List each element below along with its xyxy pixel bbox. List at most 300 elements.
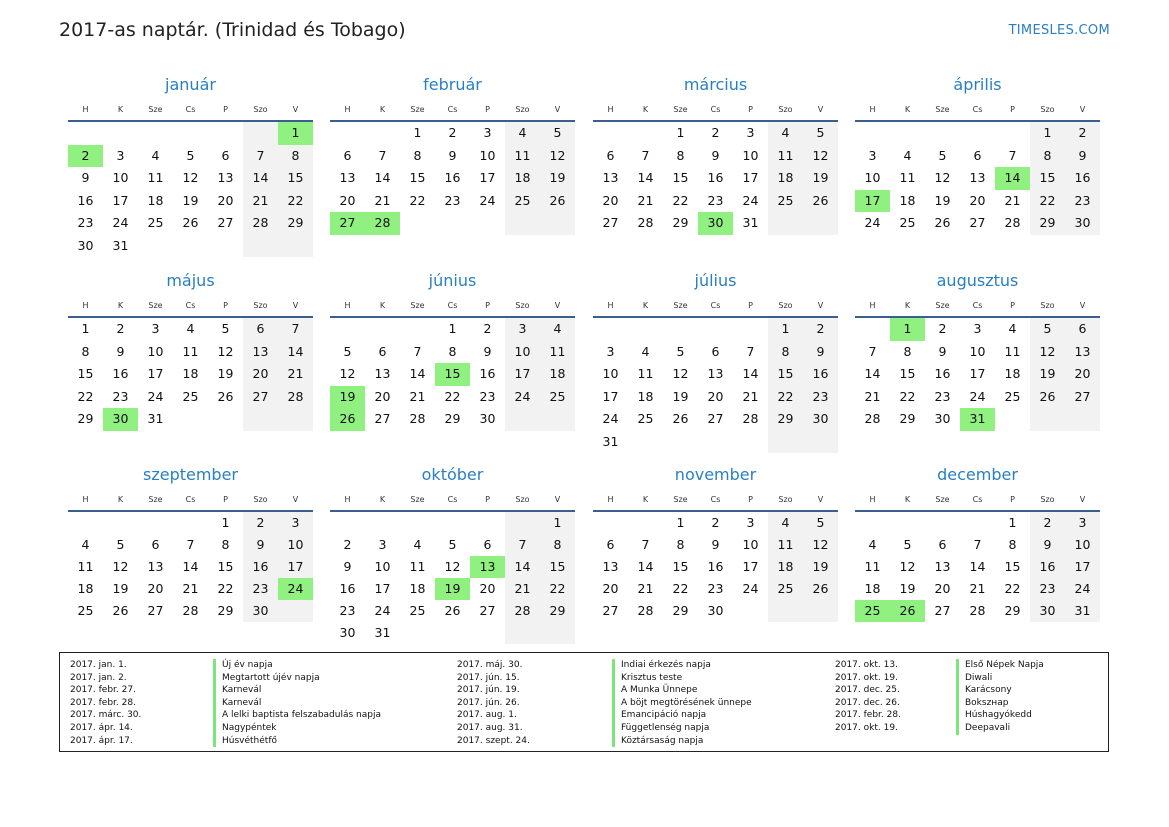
day-cell: 2 <box>448 125 457 140</box>
day-cell: 11 <box>1004 343 1021 359</box>
day-cell: 20 <box>374 388 391 404</box>
weekday-label: Cs <box>447 300 458 310</box>
weekday-label: K <box>904 300 911 310</box>
day-cell: 14 <box>278 341 313 364</box>
day-cell: 15 <box>672 170 689 185</box>
empty-cell <box>278 600 313 622</box>
weekday-label: Sze <box>148 300 163 310</box>
legend-holiday-name: A Munka Ünnepe <box>612 684 752 697</box>
legend-date: 2017. febr. 28. <box>70 697 136 708</box>
weekday-label: K <box>117 300 124 310</box>
weekday-label: H <box>607 300 614 310</box>
empty-cell <box>628 512 663 534</box>
holiday-day: 26 <box>890 600 925 622</box>
day-cell: 28 <box>637 603 654 618</box>
weekday-label: P <box>748 300 753 310</box>
day-cell: 11 <box>505 145 540 168</box>
day-cell: 23 <box>77 215 94 230</box>
weekday-label: P <box>485 104 490 114</box>
weekday-label: Szo <box>253 494 268 504</box>
day-cell: 6 <box>243 318 278 341</box>
empty-cell <box>470 212 505 235</box>
day-cell: 30 <box>707 603 724 618</box>
weekday-label: K <box>117 104 124 114</box>
empty-cell <box>400 318 435 341</box>
day-cell: 29 <box>444 411 461 426</box>
weekday-label: Szo <box>253 300 268 310</box>
weekday-label: Sze <box>935 104 950 114</box>
day-cell: 4 <box>186 321 195 336</box>
empty-cell <box>890 122 925 145</box>
day-cell: 16 <box>1030 556 1065 578</box>
day-cell: 14 <box>742 366 759 381</box>
day-cell: 28 <box>864 411 881 426</box>
empty-cell <box>995 122 1030 145</box>
day-cell: 17 <box>374 581 391 596</box>
weekday-label: Szo <box>778 300 793 310</box>
weekday-label: V <box>554 300 561 310</box>
weekday-label: V <box>817 494 824 504</box>
day-cell: 22 <box>672 192 689 208</box>
day-cell: 25 <box>505 190 540 213</box>
day-cell: 14 <box>409 366 426 381</box>
empty-cell <box>768 431 803 454</box>
day-cell: 7 <box>868 343 877 359</box>
month-3 <box>593 72 838 235</box>
day-cell: 27 <box>147 603 164 618</box>
day-grid <box>855 512 1100 622</box>
legend-date: 2017. okt. 19. <box>835 722 898 733</box>
weekday-label: H <box>869 494 876 504</box>
day-cell: 21 <box>969 581 986 596</box>
day-cell: 22 <box>217 581 234 596</box>
day-cell: 3 <box>505 318 540 341</box>
day-cell: 9 <box>1030 534 1065 556</box>
weekday-label: H <box>82 104 89 114</box>
day-cell: 24 <box>505 386 540 409</box>
empty-cell <box>663 318 698 341</box>
day-cell: 12 <box>899 559 916 574</box>
day-cell: 2 <box>483 321 492 336</box>
legend-date: 2017. jún. 26. <box>457 697 520 708</box>
day-cell: 4 <box>151 147 160 163</box>
day-cell: 7 <box>973 537 982 552</box>
holiday-day: 25 <box>855 600 890 622</box>
day-cell: 18 <box>637 388 654 404</box>
day-cell: 15 <box>768 363 803 386</box>
day-cell: 20 <box>969 192 986 208</box>
weekday-header <box>593 294 838 318</box>
day-cell: 12 <box>182 170 199 185</box>
legend-date: 2017. okt. 19. <box>835 672 898 683</box>
day-cell: 10 <box>112 170 129 185</box>
weekday-label: Szo <box>515 104 530 114</box>
month-4 <box>855 72 1100 235</box>
empty-cell <box>540 622 575 644</box>
legend-holiday-name: Deepavali <box>956 722 1044 735</box>
day-cell: 5 <box>116 537 125 552</box>
weekday-label: Szo <box>515 494 530 504</box>
day-cell: 23 <box>707 581 724 596</box>
day-cell: 24 <box>1065 578 1100 600</box>
legend-holiday-name: Köztársaság napja <box>612 735 752 748</box>
day-cell: 3 <box>151 321 160 336</box>
day-cell: 22 <box>768 386 803 409</box>
weekday-header <box>330 98 575 122</box>
day-cell: 24 <box>742 192 759 208</box>
empty-cell <box>960 122 995 145</box>
weekday-label: P <box>748 494 753 504</box>
day-cell: 6 <box>378 343 387 359</box>
weekday-label: Sze <box>410 300 425 310</box>
day-cell: 1 <box>540 512 575 534</box>
day-grid <box>855 122 1100 235</box>
day-cell: 16 <box>339 581 356 596</box>
day-cell: 21 <box>637 192 654 208</box>
legend-date: 2017. dec. 25. <box>835 685 900 696</box>
empty-cell <box>278 235 313 258</box>
holiday-day: 19 <box>435 578 470 600</box>
day-cell: 29 <box>672 603 689 618</box>
legend-holiday-name: Függetlenség napja <box>612 722 752 735</box>
empty-cell <box>890 512 925 534</box>
holiday-day: 1 <box>278 122 313 145</box>
day-cell: 30 <box>1030 600 1065 622</box>
day-cell: 9 <box>938 343 947 359</box>
weekday-label: H <box>607 494 614 504</box>
weekday-label: K <box>642 300 649 310</box>
day-cell: 19 <box>182 192 199 208</box>
empty-cell <box>628 431 663 454</box>
holiday-day: 28 <box>365 212 400 235</box>
day-cell: 26 <box>112 603 129 618</box>
day-cell: 15 <box>1004 559 1021 574</box>
legend-holiday-name: Bokszнap <box>956 697 1044 710</box>
weekday-label: H <box>82 300 89 310</box>
legend-holiday-name: Indiai érkezés napja <box>612 659 752 672</box>
weekday-label: V <box>1079 104 1086 114</box>
day-cell: 16 <box>934 366 951 381</box>
day-cell: 29 <box>540 600 575 622</box>
day-cell: 3 <box>973 321 982 336</box>
weekday-header <box>68 98 313 122</box>
empty-cell <box>435 212 470 235</box>
empty-cell <box>435 622 470 644</box>
day-cell: 7 <box>243 145 278 168</box>
day-cell: 27 <box>1065 386 1100 409</box>
day-cell: 5 <box>803 122 838 145</box>
day-cell: 6 <box>483 537 492 552</box>
day-cell: 1 <box>1008 515 1017 530</box>
weekday-label: Cs <box>710 104 721 114</box>
day-cell: 10 <box>374 559 391 574</box>
empty-cell <box>1030 408 1065 431</box>
day-cell: 27 <box>243 386 278 409</box>
empty-cell <box>733 318 768 341</box>
day-cell: 3 <box>746 125 755 140</box>
day-cell: 13 <box>969 170 986 185</box>
day-grid <box>68 318 313 431</box>
day-cell: 16 <box>479 366 496 381</box>
day-cell: 13 <box>602 170 619 185</box>
day-cell: 8 <box>676 537 685 552</box>
weekday-header <box>68 488 313 512</box>
day-cell: 29 <box>77 411 94 426</box>
day-cell: 2 <box>243 512 278 534</box>
day-cell: 6 <box>151 537 160 552</box>
day-cell: 30 <box>934 411 951 426</box>
day-cell: 16 <box>707 170 724 185</box>
month-name: február <box>423 75 482 94</box>
holiday-day: 17 <box>855 190 890 213</box>
day-cell: 27 <box>374 411 391 426</box>
empty-cell <box>278 408 313 431</box>
empty-cell <box>803 600 838 622</box>
day-cell: 13 <box>147 559 164 574</box>
empty-cell <box>138 512 173 534</box>
month-name: október <box>421 465 484 484</box>
weekday-header <box>855 294 1100 318</box>
day-cell: 9 <box>243 534 278 556</box>
legend-date: 2017. jan. 2. <box>70 672 127 683</box>
month-name: január <box>165 75 216 94</box>
day-cell: 16 <box>77 192 94 208</box>
day-cell: 18 <box>540 363 575 386</box>
day-cell: 4 <box>413 537 422 552</box>
legend-date: 2017. febr. 27. <box>70 685 136 696</box>
day-cell: 28 <box>182 603 199 618</box>
day-cell: 7 <box>278 318 313 341</box>
day-grid <box>855 318 1100 431</box>
day-cell: 19 <box>112 581 129 596</box>
day-cell: 30 <box>77 237 94 253</box>
day-cell: 9 <box>711 147 720 163</box>
day-cell: 17 <box>742 170 759 185</box>
weekday-label: V <box>554 104 561 114</box>
weekday-label: Cs <box>447 494 458 504</box>
empty-cell <box>173 122 208 145</box>
day-cell: 17 <box>147 366 164 381</box>
day-cell: 19 <box>934 192 951 208</box>
weekday-label: Szo <box>778 104 793 114</box>
day-cell: 2 <box>116 321 125 336</box>
day-cell: 16 <box>444 170 461 185</box>
day-cell: 14 <box>637 170 654 185</box>
weekday-label: K <box>379 104 386 114</box>
day-cell: 27 <box>707 411 724 426</box>
day-cell: 27 <box>969 215 986 230</box>
day-cell: 13 <box>243 341 278 364</box>
empty-cell <box>365 512 400 534</box>
empty-cell <box>593 512 628 534</box>
weekday-label: Sze <box>935 300 950 310</box>
day-cell: 25 <box>182 388 199 404</box>
empty-cell <box>470 622 505 644</box>
day-cell: 22 <box>672 581 689 596</box>
day-cell: 10 <box>505 341 540 364</box>
holiday-day: 31 <box>960 408 995 431</box>
day-grid <box>68 512 313 622</box>
empty-cell <box>505 212 540 235</box>
day-cell: 14 <box>182 559 199 574</box>
empty-cell <box>663 431 698 454</box>
day-cell: 16 <box>243 556 278 578</box>
day-cell: 1 <box>448 321 457 336</box>
day-cell: 12 <box>934 170 951 185</box>
holiday-day: 13 <box>470 556 505 578</box>
day-cell: 4 <box>868 537 877 552</box>
weekday-label: Cs <box>185 104 196 114</box>
weekday-label: K <box>904 494 911 504</box>
month-name: április <box>953 75 1002 94</box>
day-cell: 11 <box>768 534 803 556</box>
legend-dates-1 <box>70 659 141 747</box>
day-grid <box>593 122 838 235</box>
day-cell: 18 <box>409 581 426 596</box>
day-cell: 4 <box>768 122 803 145</box>
day-cell: 12 <box>339 366 356 381</box>
weekday-label: H <box>344 300 351 310</box>
legend-date: 2017. szept. 24. <box>457 735 530 746</box>
day-cell: 8 <box>448 343 457 359</box>
day-cell: 7 <box>1008 147 1017 163</box>
day-cell: 18 <box>147 192 164 208</box>
weekday-header <box>855 98 1100 122</box>
legend-date: 2017. jan. 1. <box>70 660 127 670</box>
day-cell: 18 <box>899 192 916 208</box>
day-cell: 22 <box>278 190 313 213</box>
day-cell: 24 <box>742 581 759 596</box>
day-cell: 19 <box>672 388 689 404</box>
day-cell: 13 <box>934 559 951 574</box>
day-cell: 1 <box>768 318 803 341</box>
day-cell: 15 <box>278 167 313 190</box>
weekday-label: Cs <box>185 494 196 504</box>
day-cell: 18 <box>77 581 94 596</box>
weekday-label: K <box>379 494 386 504</box>
weekday-label: P <box>223 494 228 504</box>
empty-cell <box>803 212 838 235</box>
day-cell: 20 <box>707 388 724 404</box>
day-cell: 23 <box>444 192 461 208</box>
legend-date: 2017. dec. 26. <box>835 697 900 708</box>
day-cell: 7 <box>746 343 755 359</box>
day-cell: 25 <box>637 411 654 426</box>
day-cell: 28 <box>409 411 426 426</box>
weekday-label: Sze <box>148 494 163 504</box>
day-cell: 4 <box>768 512 803 534</box>
day-cell: 4 <box>903 147 912 163</box>
day-cell: 9 <box>81 170 90 185</box>
weekday-label: Szo <box>515 300 530 310</box>
weekday-header <box>330 294 575 318</box>
legend-date: 2017. ápr. 17. <box>70 735 133 746</box>
empty-cell <box>925 122 960 145</box>
day-cell: 14 <box>969 559 986 574</box>
legend-holiday-name: Karnevál <box>213 684 381 697</box>
weekday-label: V <box>1079 494 1086 504</box>
day-cell: 9 <box>711 537 720 552</box>
weekday-label: Cs <box>185 300 196 310</box>
day-cell: 13 <box>339 170 356 185</box>
page-title: 2017-as naptár. (Trinidad és Tobago) <box>59 19 406 41</box>
day-cell: 19 <box>540 167 575 190</box>
day-cell: 25 <box>540 386 575 409</box>
day-cell: 24 <box>864 215 881 230</box>
weekday-label: K <box>642 104 649 114</box>
day-cell: 12 <box>217 343 234 359</box>
weekday-label: V <box>292 104 299 114</box>
empty-cell <box>470 512 505 534</box>
weekday-label: K <box>379 300 386 310</box>
empty-cell <box>173 235 208 258</box>
day-cell: 10 <box>742 147 759 163</box>
legend-date: 2017. máj. 30. <box>457 660 523 670</box>
day-cell: 20 <box>217 192 234 208</box>
weekday-label: Cs <box>710 300 721 310</box>
day-cell: 26 <box>444 603 461 618</box>
day-cell: 28 <box>1004 215 1021 230</box>
day-cell: 21 <box>505 578 540 600</box>
day-cell: 11 <box>540 341 575 364</box>
weekday-label: K <box>904 104 911 114</box>
day-cell: 7 <box>641 147 650 163</box>
brand-link[interactable]: TIMESLES.COM <box>1008 23 1110 38</box>
legend-dates-2 <box>457 659 530 747</box>
day-cell: 16 <box>707 559 724 574</box>
day-cell: 8 <box>221 537 230 552</box>
weekday-label: V <box>817 300 824 310</box>
day-cell: 29 <box>1004 603 1021 618</box>
day-cell: 30 <box>1065 212 1100 235</box>
day-cell: 28 <box>637 215 654 230</box>
day-cell: 10 <box>147 343 164 359</box>
day-cell: 6 <box>343 147 352 163</box>
day-cell: 29 <box>278 212 313 235</box>
day-cell: 5 <box>903 537 912 552</box>
day-cell: 10 <box>969 343 986 359</box>
day-cell: 24 <box>602 411 619 426</box>
day-cell: 8 <box>1030 145 1065 168</box>
day-cell: 27 <box>479 603 496 618</box>
month-9 <box>68 462 313 622</box>
weekday-label: Szo <box>1040 300 1055 310</box>
empty-cell <box>243 235 278 258</box>
empty-cell <box>103 122 138 145</box>
day-cell: 26 <box>1030 386 1065 409</box>
legend-holiday-name: Krisztus teste <box>612 672 752 685</box>
weekday-label: H <box>82 494 89 504</box>
holiday-day: 14 <box>995 167 1030 190</box>
empty-cell <box>68 122 103 145</box>
day-cell: 11 <box>899 170 916 185</box>
day-cell: 25 <box>899 215 916 230</box>
day-cell: 3 <box>483 125 492 140</box>
holiday-day: 30 <box>103 408 138 431</box>
empty-cell <box>208 408 243 431</box>
day-cell: 23 <box>339 603 356 618</box>
legend-date: 2017. jún. 15. <box>457 672 520 683</box>
month-name: március <box>683 75 748 94</box>
day-cell: 17 <box>742 559 759 574</box>
empty-cell <box>540 408 575 431</box>
day-cell: 6 <box>1065 318 1100 341</box>
day-cell: 23 <box>934 388 951 404</box>
day-cell: 10 <box>602 366 619 381</box>
day-cell: 31 <box>374 625 391 640</box>
day-cell: 19 <box>803 556 838 578</box>
day-cell: 2 <box>1030 512 1065 534</box>
